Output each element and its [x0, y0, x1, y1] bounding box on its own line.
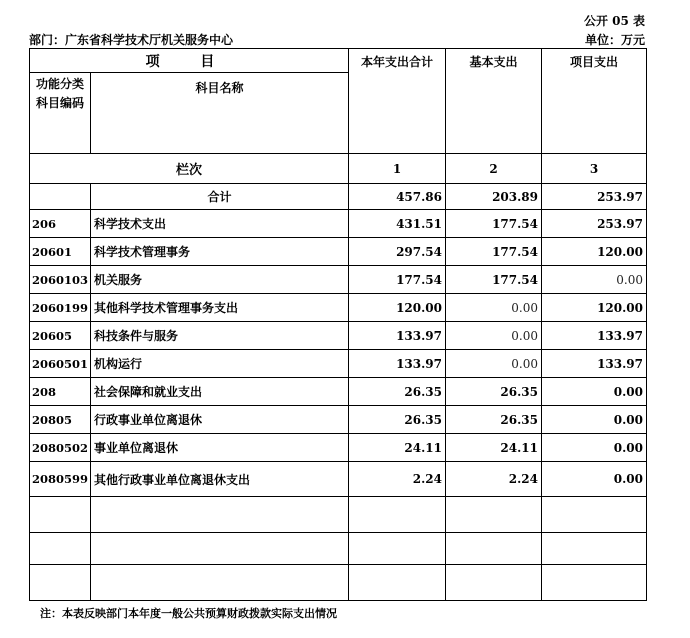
- empty-row: [30, 565, 647, 601]
- empty-row: [30, 497, 647, 533]
- basic-cell: 26.35: [446, 378, 542, 406]
- code-cell: 2080599: [30, 462, 91, 497]
- table-row: [30, 378, 647, 406]
- project-cell: 0.00: [542, 434, 647, 462]
- code-cell: 2060501: [30, 350, 91, 378]
- col-header-total: 本年支出合计: [349, 49, 446, 154]
- name-cell: 事业单位离退休: [91, 434, 349, 462]
- total-cell: 133.97: [349, 350, 446, 378]
- code-cell: 20605: [30, 322, 91, 350]
- total-cell: 431.51: [349, 210, 446, 238]
- row-index-label: 栏次: [30, 154, 349, 184]
- basic-cell: 0.00: [446, 294, 542, 322]
- col-header-project: 项目支出: [542, 49, 647, 154]
- table-row: [30, 210, 647, 238]
- project-cell: 0.00: [542, 462, 647, 497]
- department-label: 部门：广东省科学技术厅机关服务中心: [29, 33, 234, 47]
- basic-cell: 177.54: [446, 266, 542, 294]
- table-row: [30, 434, 647, 462]
- basic-cell: 0.00: [446, 322, 542, 350]
- total-row: [30, 184, 647, 210]
- table-row: [30, 294, 647, 322]
- name-cell: 其他行政事业单位离退休支出: [91, 462, 349, 497]
- name-cell: 科学技术支出: [91, 210, 349, 238]
- total-cell: 133.97: [349, 322, 446, 350]
- expenditure-table: [29, 48, 647, 601]
- project-cell: 0.00: [542, 406, 647, 434]
- total-cell: 24.11: [349, 434, 446, 462]
- name-cell: 行政事业单位离退休: [91, 406, 349, 434]
- project-cell: 133.97: [542, 322, 647, 350]
- name-cell: 科学技术管理事务: [91, 238, 349, 266]
- table-row: [30, 238, 647, 266]
- project-cell: 253.97: [542, 184, 647, 210]
- unit-label: 单位：万元: [584, 33, 645, 47]
- project-cell: 120.00: [542, 238, 647, 266]
- col-header-code: 功能分类科目编码: [30, 73, 91, 154]
- col-header-name: 科目名称: [91, 73, 349, 154]
- project-cell: 0.00: [542, 378, 647, 406]
- col-index: 1: [349, 154, 446, 184]
- total-cell: 120.00: [349, 294, 446, 322]
- total-cell: 177.54: [349, 266, 446, 294]
- code-cell: 2060103: [30, 266, 91, 294]
- basic-cell: 177.54: [446, 238, 542, 266]
- project-cell: 133.97: [542, 350, 647, 378]
- name-cell: 机关服务: [91, 266, 349, 294]
- table-row: [30, 462, 647, 497]
- project-cell: 0.00: [542, 266, 647, 294]
- form-number: 公开 05 表: [583, 14, 645, 28]
- name-cell: 合计: [91, 184, 349, 210]
- name-cell: 其他科学技术管理事务支出: [91, 294, 349, 322]
- col-header-basic: 基本支出: [446, 49, 542, 154]
- code-cell: 20805: [30, 406, 91, 434]
- basic-cell: 0.00: [446, 350, 542, 378]
- code-cell: 206: [30, 210, 91, 238]
- project-cell: 120.00: [542, 294, 647, 322]
- total-cell: 26.35: [349, 406, 446, 434]
- total-cell: 2.24: [349, 462, 446, 497]
- name-cell: 科技条件与服务: [91, 322, 349, 350]
- code-cell: [30, 184, 91, 210]
- total-cell: 297.54: [349, 238, 446, 266]
- basic-cell: 24.11: [446, 434, 542, 462]
- table-title: 项 目: [30, 49, 349, 73]
- code-cell: 2080502: [30, 434, 91, 462]
- code-cell: 208: [30, 378, 91, 406]
- code-cell: 2060199: [30, 294, 91, 322]
- basic-cell: 203.89: [446, 184, 542, 210]
- basic-cell: 177.54: [446, 210, 542, 238]
- name-cell: 社会保障和就业支出: [91, 378, 349, 406]
- name-cell: 机构运行: [91, 350, 349, 378]
- basic-cell: 26.35: [446, 406, 542, 434]
- total-cell: 457.86: [349, 184, 446, 210]
- footnote: 注：本表反映部门本年度一般公共预算财政拨款实际支出情况: [40, 607, 337, 620]
- col-index: 3: [542, 154, 647, 184]
- col-index: 2: [446, 154, 542, 184]
- table-row: [30, 350, 647, 378]
- table-row: [30, 322, 647, 350]
- project-cell: 253.97: [542, 210, 647, 238]
- basic-cell: 2.24: [446, 462, 542, 497]
- table-row: [30, 266, 647, 294]
- code-cell: 20601: [30, 238, 91, 266]
- table-row: [30, 406, 647, 434]
- total-cell: 26.35: [349, 378, 446, 406]
- empty-row: [30, 533, 647, 565]
